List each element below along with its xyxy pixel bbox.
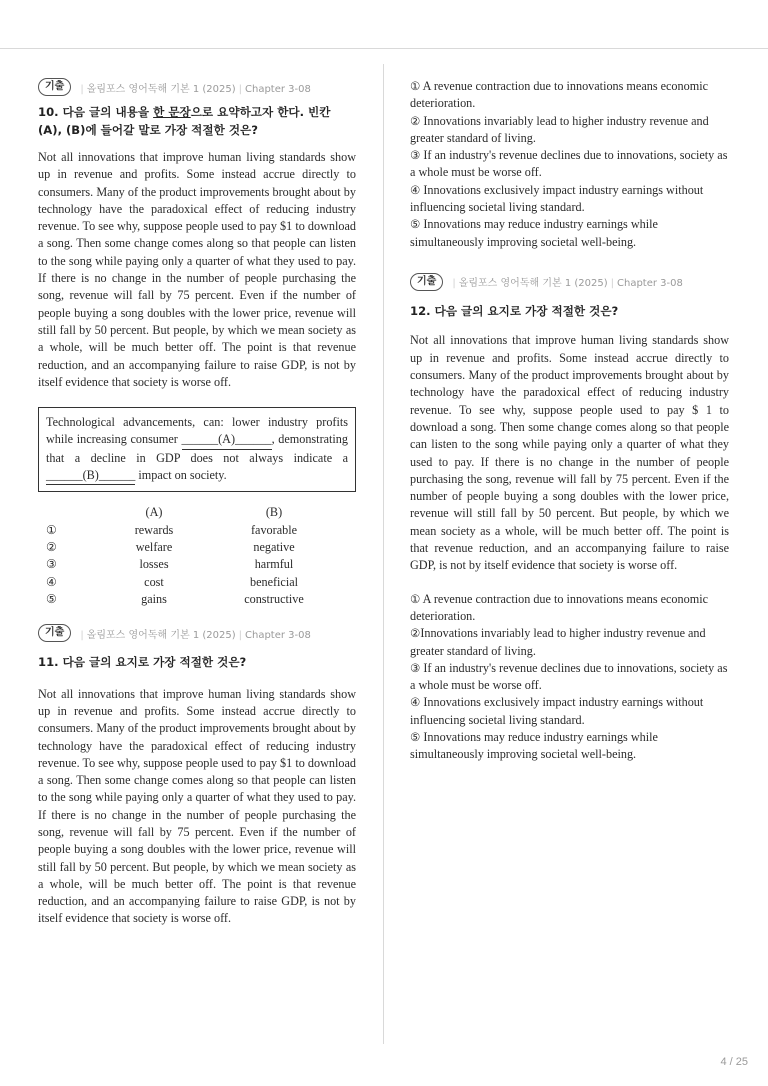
answer-choice[interactable]: ① A revenue contraction due to innovations means economic deterioration. <box>410 79 708 111</box>
column-b-header: (B) <box>265 505 283 520</box>
source-row <box>410 273 729 291</box>
question-12 <box>410 273 729 764</box>
exam-tag: 기출 <box>38 624 71 642</box>
passage: Not all innovations that improve human living standards show up in revenue and profits. Some instead accrue directly to consumers. Many of the product improvements brought about by technology have the paradoxical effect of reducing industry revenue. To see why, suppose people used to pay $ 1 to download a song. Then some change comes along so that people can listen to the song while paying only a quarter of what they used to pay. If there is no change in the number of people purchasing the song, revenue will fall by 75 percent. Even if the number of people buying a song doubles with the lower price, revenue will still fall by 50 percent. But people, by which we mean society as a whole, will be much better off. The point is that revenue reduction, and an accompanying failure to raise GDP, is not by itself evidence that society is worse off. <box>410 333 729 573</box>
source-label: | 올림포스 영어독해 기본 1 (2025) | Chapter 3-08 <box>80 83 311 95</box>
question-12-choices <box>410 591 729 764</box>
option-row[interactable] <box>46 556 346 573</box>
summary-text: , demonstrating that a decline in GDP does not always indicate a <box>46 432 348 465</box>
option-row[interactable] <box>46 539 346 556</box>
option-b: favorable <box>250 522 297 537</box>
summary-text: Technological advancements, can: lower industry profits while increasing consumer <box>46 415 348 447</box>
option-b: negative <box>253 539 295 554</box>
source-book: 올림포스 영어독해 기본 1 (2025) <box>458 278 608 290</box>
source-chapter: Chapter 3-08 <box>245 83 311 95</box>
answer-choice[interactable]: ④ Innovations exclusively impact industry earnings without influencing societal living standard. <box>410 695 704 727</box>
option-number: ③ <box>46 557 57 572</box>
title-part: 으로 요약하고자 한다. 빈칸 (A), (B)에 들어갈 말로 가장 적절한 것은? <box>38 105 331 137</box>
title-part: 10. 다음 글의 내용을 <box>38 105 154 119</box>
option-number: ⑤ <box>46 591 57 606</box>
option-a: welfare <box>135 539 173 554</box>
blank-a: ______(A)______ <box>182 431 272 449</box>
question-title: 11. 다음 글의 요지로 가장 적절한 것은? <box>38 655 247 670</box>
column-divider <box>383 64 384 1044</box>
passage: Not all innovations that improve human living standards show up in revenue and profits. Some instead accrue directly to consumers. Many of the product improvements brought about by technology have the paradoxical effect of reducing industry revenue. To see why, suppose people used to pay $1 to download a song. Then some change comes along so that people can listen to the song while paying only a quarter of what they used to pay. If there is no change in the number of people purchasing the song, revenue will fall by 75 percent. Even if the number of people buying a song doubles with the lower price, revenue will still fall by 50 percent. But people, by which we mean society as a whole, will be much better off. The point is that revenue reduction, and an accompanying failure to raise GDP, is not by itself evidence that society is worse off. <box>38 686 356 926</box>
answer-choice[interactable]: ③ If an industry's revenue declines due to innovations, society as a whole must be worse off. <box>410 148 728 180</box>
source-chapter: Chapter 3-08 <box>245 629 311 641</box>
question-10 <box>38 78 356 608</box>
option-number: ④ <box>46 574 57 589</box>
column-a-header: (A) <box>145 505 163 520</box>
option-row[interactable] <box>46 522 346 539</box>
page-number: 4 / 25 <box>720 1056 748 1068</box>
options-header <box>46 504 346 521</box>
option-a: rewards <box>134 522 174 537</box>
question-title: 12. 다음 글의 요지로 가장 적절한 것은? <box>410 303 619 318</box>
answer-choice[interactable]: ⑤ Innovations may reduce industry earnings while simultaneously improving societal well-being. <box>410 217 658 249</box>
option-row[interactable] <box>46 574 346 591</box>
passage: Not all innovations that improve human living standards show up in revenue and profits. Some instead accrue directly to consumers. Many of the product improvements brought about by technology have the paradoxical effect of reducing industry revenue. To see why, suppose people used to pay $1 to download a song. Then some change comes along so that people can listen to the song while paying only a quarter of what they used to pay. If there is no change in the number of people purchasing the song, revenue will fall by 75 percent. Even if the number of people buying a song doubles with the lower price, revenue will still fall by 50 percent. But people, by which we mean society as a whole, will be much better off. The point is that revenue reduction, and an accompanying failure to raise GDP, is not by itself evidence that society is worse off. <box>38 150 356 389</box>
answer-choice[interactable]: ① A revenue contraction due to innovations means economic deterioration. <box>410 591 708 623</box>
source-label: | 올림포스 영어독해 기본 1 (2025) | Chapter 3-08 <box>80 629 311 641</box>
title-underlined: 한 문장 <box>153 105 191 119</box>
source-book: 올림포스 영어독해 기본 1 (2025) <box>86 629 236 641</box>
answer-options-table <box>46 504 346 608</box>
option-b: beneficial <box>249 574 299 589</box>
answer-choice[interactable]: ⑤ Innovations may reduce industry earnings while simultaneously improving societal well-being. <box>410 730 658 762</box>
summary-text: impact on society. <box>135 468 227 483</box>
option-row[interactable] <box>46 591 346 608</box>
summary-box <box>38 407 356 492</box>
source-row <box>38 78 356 96</box>
question-11 <box>38 624 356 928</box>
option-b: harmful <box>254 557 294 572</box>
source-book: 올림포스 영어독해 기본 1 (2025) <box>86 83 236 95</box>
option-a: cost <box>144 574 164 589</box>
source-row <box>38 624 356 642</box>
right-column <box>410 78 729 764</box>
exam-tag: 기출 <box>38 78 71 96</box>
answer-choice[interactable]: ②Innovations invariably lead to higher industry revenue and greater standard of living. <box>410 626 706 658</box>
source-chapter: Chapter 3-08 <box>617 278 683 290</box>
source-label: | 올림포스 영어독해 기본 1 (2025) | Chapter 3-08 <box>452 278 683 290</box>
exam-tag: 기출 <box>410 273 443 291</box>
header-divider <box>0 48 768 49</box>
option-number: ② <box>46 539 57 554</box>
option-number: ① <box>46 522 57 537</box>
option-a: gains <box>141 591 167 606</box>
option-a: losses <box>139 557 169 572</box>
option-b: constructive <box>244 591 304 606</box>
answer-choice[interactable]: ③ If an industry's revenue declines due to innovations, society as a whole must be worse off. <box>410 660 728 693</box>
question-title <box>38 104 356 139</box>
question-11-choices <box>410 78 729 251</box>
answer-choice[interactable]: ④ Innovations exclusively impact industry earnings without influencing societal living standard. <box>410 182 704 215</box>
blank-b: ______(B)______ <box>46 467 135 485</box>
left-column <box>38 78 356 928</box>
answer-choice[interactable]: ② Innovations invariably lead to higher industry revenue and greater standard of living. <box>410 113 709 145</box>
